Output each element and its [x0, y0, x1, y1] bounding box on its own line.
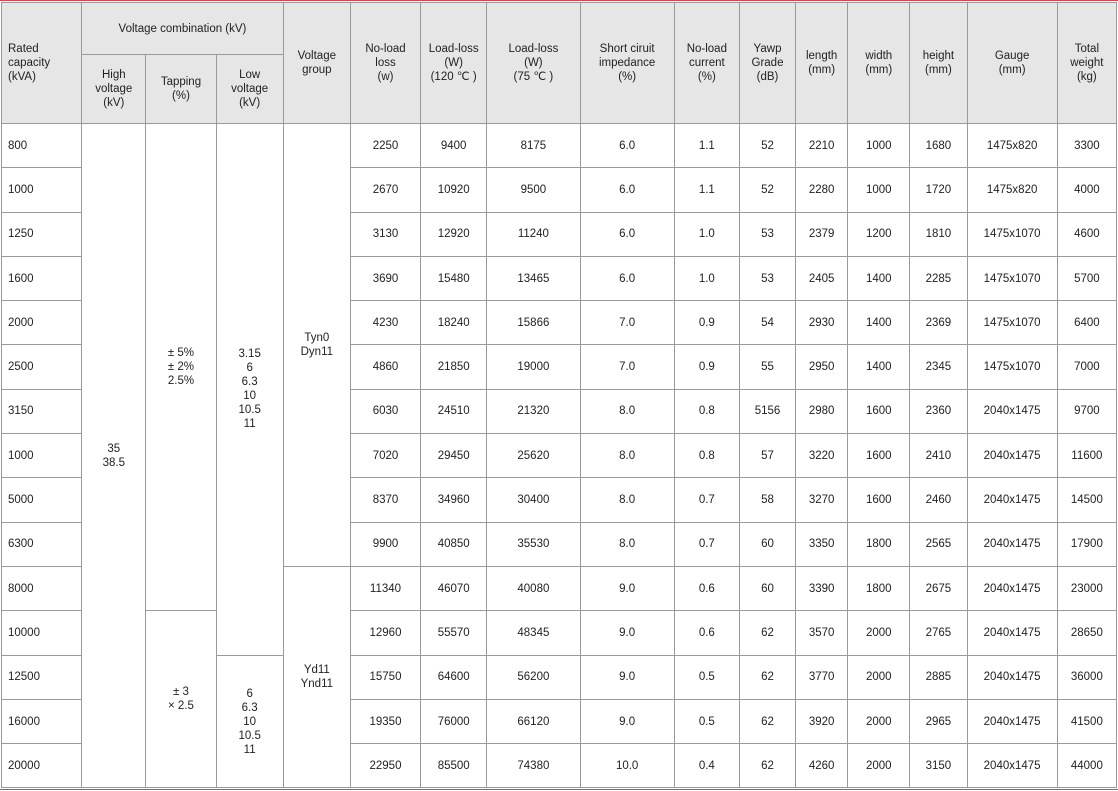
cell-length: 2930	[796, 301, 848, 345]
cell-load-loss-75: 11240	[487, 212, 580, 256]
cell-total-weight: 4000	[1057, 168, 1116, 212]
cell-width: 2000	[848, 699, 910, 743]
cell-gauge: 1475x820	[967, 168, 1057, 212]
header-length: length (mm)	[796, 3, 848, 124]
header-height: height (mm)	[910, 3, 967, 124]
header-no-load-current: No-load current (%)	[674, 3, 739, 124]
cell-load-loss-75: 9500	[487, 168, 580, 212]
cell-yawp-grade: 60	[739, 522, 795, 566]
header-width: width (mm)	[848, 3, 910, 124]
header-voltage-combination: Voltage combination (kV)	[82, 3, 284, 55]
cell-total-weight: 11600	[1057, 434, 1116, 478]
cell-gauge: 2040x1475	[967, 611, 1057, 655]
table-row	[2, 611, 1117, 655]
cell-total-weight: 28650	[1057, 611, 1116, 655]
cell-width: 1400	[848, 301, 910, 345]
cell-load-loss-120: 18240	[421, 301, 487, 345]
cell-yawp-grade: 58	[739, 478, 795, 522]
cell-load-loss-75: 40080	[487, 566, 580, 610]
cell-length: 4260	[796, 744, 848, 788]
cell-rated-capacity: 3150	[2, 389, 82, 433]
cell-no-load-current: 0.4	[674, 744, 739, 788]
cell-rated-capacity: 1000	[2, 168, 82, 212]
cell-impedance: 6.0	[580, 212, 674, 256]
cell-height: 2965	[910, 699, 967, 743]
cell-low-voltage: 3.15 6 6.3 10 10.5 11	[216, 124, 283, 656]
cell-length: 3270	[796, 478, 848, 522]
cell-rated-capacity: 1250	[2, 212, 82, 256]
header-rated-capacity: Rated capacity (kVA)	[2, 3, 82, 124]
cell-yawp-grade: 62	[739, 655, 795, 699]
cell-width: 1400	[848, 256, 910, 300]
cell-total-weight: 9700	[1057, 389, 1116, 433]
cell-width: 2000	[848, 655, 910, 699]
cell-impedance: 9.0	[580, 566, 674, 610]
cell-height: 2460	[910, 478, 967, 522]
cell-yawp-grade: 60	[739, 566, 795, 610]
cell-no-load-loss: 19350	[350, 699, 420, 743]
cell-impedance: 6.0	[580, 256, 674, 300]
cell-height: 1680	[910, 124, 967, 168]
cell-load-loss-75: 30400	[487, 478, 580, 522]
cell-no-load-current: 1.1	[674, 168, 739, 212]
cell-width: 1800	[848, 566, 910, 610]
cell-no-load-current: 0.9	[674, 301, 739, 345]
cell-rated-capacity: 1600	[2, 256, 82, 300]
cell-impedance: 10.0	[580, 744, 674, 788]
cell-no-load-current: 0.7	[674, 522, 739, 566]
cell-load-loss-120: 10920	[421, 168, 487, 212]
cell-no-load-loss: 22950	[350, 744, 420, 788]
cell-yawp-grade: 52	[739, 168, 795, 212]
cell-length: 2950	[796, 345, 848, 389]
cell-impedance: 7.0	[580, 301, 674, 345]
cell-total-weight: 5700	[1057, 256, 1116, 300]
cell-height: 1810	[910, 212, 967, 256]
cell-rated-capacity: 10000	[2, 611, 82, 655]
cell-total-weight: 36000	[1057, 655, 1116, 699]
cell-gauge: 1475x820	[967, 124, 1057, 168]
cell-length: 3770	[796, 655, 848, 699]
cell-load-loss-120: 76000	[421, 699, 487, 743]
cell-yawp-grade: 53	[739, 256, 795, 300]
cell-height: 2765	[910, 611, 967, 655]
cell-height: 2369	[910, 301, 967, 345]
cell-length: 3570	[796, 611, 848, 655]
header-low-voltage: Low voltage (kV)	[216, 55, 283, 124]
cell-gauge: 1475x1070	[967, 212, 1057, 256]
cell-load-loss-120: 64600	[421, 655, 487, 699]
cell-load-loss-120: 29450	[421, 434, 487, 478]
header-yawp-grade: Yawp Grade (dB)	[739, 3, 795, 124]
cell-impedance: 9.0	[580, 699, 674, 743]
cell-total-weight: 17900	[1057, 522, 1116, 566]
cell-no-load-current: 0.9	[674, 345, 739, 389]
cell-no-load-current: 0.5	[674, 655, 739, 699]
cell-no-load-loss: 11340	[350, 566, 420, 610]
header-tapping: Tapping (%)	[146, 55, 216, 124]
cell-width: 2000	[848, 611, 910, 655]
cell-gauge: 2040x1475	[967, 434, 1057, 478]
cell-load-loss-75: 56200	[487, 655, 580, 699]
cell-load-loss-75: 19000	[487, 345, 580, 389]
cell-load-loss-75: 13465	[487, 256, 580, 300]
cell-no-load-loss: 4230	[350, 301, 420, 345]
cell-load-loss-75: 21320	[487, 389, 580, 433]
table-body	[2, 124, 1117, 788]
cell-load-loss-120: 85500	[421, 744, 487, 788]
transformer-spec-table	[1, 2, 1117, 788]
cell-total-weight: 44000	[1057, 744, 1116, 788]
cell-total-weight: 14500	[1057, 478, 1116, 522]
cell-load-loss-120: 12920	[421, 212, 487, 256]
cell-no-load-loss: 7020	[350, 434, 420, 478]
cell-no-load-loss: 15750	[350, 655, 420, 699]
cell-yawp-grade: 54	[739, 301, 795, 345]
cell-height: 2285	[910, 256, 967, 300]
cell-length: 3920	[796, 699, 848, 743]
cell-load-loss-75: 35530	[487, 522, 580, 566]
cell-gauge: 1475x1070	[967, 301, 1057, 345]
cell-no-load-current: 0.7	[674, 478, 739, 522]
top-rule	[0, 0, 1118, 1]
cell-no-load-current: 1.0	[674, 212, 739, 256]
cell-load-loss-120: 15480	[421, 256, 487, 300]
header-gauge: Gauge (mm)	[967, 3, 1057, 124]
cell-impedance: 8.0	[580, 389, 674, 433]
cell-load-loss-75: 8175	[487, 124, 580, 168]
cell-rated-capacity: 800	[2, 124, 82, 168]
cell-rated-capacity: 16000	[2, 699, 82, 743]
cell-width: 1400	[848, 345, 910, 389]
cell-impedance: 9.0	[580, 611, 674, 655]
cell-total-weight: 23000	[1057, 566, 1116, 610]
cell-width: 1000	[848, 168, 910, 212]
cell-high-voltage: 35 38.5	[82, 124, 146, 788]
cell-load-loss-75: 66120	[487, 699, 580, 743]
bottom-rule	[0, 789, 1118, 790]
cell-width: 1000	[848, 124, 910, 168]
cell-gauge: 2040x1475	[967, 744, 1057, 788]
cell-load-loss-120: 40850	[421, 522, 487, 566]
cell-impedance: 9.0	[580, 655, 674, 699]
cell-impedance: 8.0	[580, 522, 674, 566]
cell-no-load-current: 0.5	[674, 699, 739, 743]
cell-impedance: 8.0	[580, 478, 674, 522]
cell-no-load-current: 0.8	[674, 389, 739, 433]
cell-no-load-loss: 3130	[350, 212, 420, 256]
cell-yawp-grade: 5156	[739, 389, 795, 433]
cell-gauge: 2040x1475	[967, 655, 1057, 699]
cell-no-load-loss: 12960	[350, 611, 420, 655]
cell-tapping: ± 3 × 2.5	[146, 611, 216, 788]
header-voltage-group: Voltage group	[283, 3, 350, 124]
cell-length: 2379	[796, 212, 848, 256]
table-row	[2, 124, 1117, 168]
cell-tapping: ± 5% ± 2% 2.5%	[146, 124, 216, 611]
cell-gauge: 2040x1475	[967, 478, 1057, 522]
cell-rated-capacity: 6300	[2, 522, 82, 566]
cell-height: 2565	[910, 522, 967, 566]
header-load-loss-120: Load-loss (W) (120 ℃ )	[421, 3, 487, 124]
cell-no-load-current: 0.8	[674, 434, 739, 478]
cell-no-load-current: 1.1	[674, 124, 739, 168]
cell-no-load-current: 0.6	[674, 611, 739, 655]
cell-load-loss-120: 34960	[421, 478, 487, 522]
cell-voltage-group: Tyn0 Dyn11	[283, 124, 350, 567]
cell-no-load-loss: 8370	[350, 478, 420, 522]
cell-height: 1720	[910, 168, 967, 212]
cell-length: 2210	[796, 124, 848, 168]
cell-gauge: 2040x1475	[967, 566, 1057, 610]
cell-load-loss-75: 74380	[487, 744, 580, 788]
cell-length: 2980	[796, 389, 848, 433]
cell-voltage-group: Yd11 Ynd11	[283, 566, 350, 787]
cell-rated-capacity: 20000	[2, 744, 82, 788]
cell-total-weight: 3300	[1057, 124, 1116, 168]
cell-width: 2000	[848, 744, 910, 788]
cell-rated-capacity: 2500	[2, 345, 82, 389]
header-no-load-loss: No-load loss (w)	[350, 3, 420, 124]
cell-no-load-loss: 9900	[350, 522, 420, 566]
cell-load-loss-120: 9400	[421, 124, 487, 168]
cell-load-loss-120: 24510	[421, 389, 487, 433]
cell-total-weight: 7000	[1057, 345, 1116, 389]
cell-impedance: 8.0	[580, 434, 674, 478]
cell-impedance: 6.0	[580, 124, 674, 168]
cell-no-load-loss: 6030	[350, 389, 420, 433]
cell-rated-capacity: 12500	[2, 655, 82, 699]
cell-yawp-grade: 52	[739, 124, 795, 168]
cell-impedance: 6.0	[580, 168, 674, 212]
cell-gauge: 1475x1070	[967, 256, 1057, 300]
cell-yawp-grade: 62	[739, 611, 795, 655]
cell-no-load-loss: 3690	[350, 256, 420, 300]
cell-width: 1600	[848, 478, 910, 522]
cell-load-loss-120: 21850	[421, 345, 487, 389]
cell-rated-capacity: 1000	[2, 434, 82, 478]
cell-gauge: 2040x1475	[967, 389, 1057, 433]
cell-gauge: 1475x1070	[967, 345, 1057, 389]
cell-low-voltage: 6 6.3 10 10.5 11	[216, 655, 283, 788]
cell-no-load-current: 1.0	[674, 256, 739, 300]
cell-height: 2410	[910, 434, 967, 478]
cell-total-weight: 41500	[1057, 699, 1116, 743]
cell-yawp-grade: 62	[739, 699, 795, 743]
cell-length: 2405	[796, 256, 848, 300]
cell-height: 2360	[910, 389, 967, 433]
cell-length: 2280	[796, 168, 848, 212]
cell-width: 1600	[848, 389, 910, 433]
cell-total-weight: 6400	[1057, 301, 1116, 345]
header-total-weight: Total weight (kg)	[1057, 3, 1116, 124]
cell-length: 3390	[796, 566, 848, 610]
cell-height: 3150	[910, 744, 967, 788]
cell-width: 1600	[848, 434, 910, 478]
cell-height: 2345	[910, 345, 967, 389]
cell-rated-capacity: 2000	[2, 301, 82, 345]
cell-load-loss-75: 25620	[487, 434, 580, 478]
cell-load-loss-75: 48345	[487, 611, 580, 655]
cell-impedance: 7.0	[580, 345, 674, 389]
header-load-loss-75: Load-loss (W) (75 ℃ )	[487, 3, 580, 124]
cell-yawp-grade: 55	[739, 345, 795, 389]
cell-length: 3350	[796, 522, 848, 566]
cell-load-loss-75: 15866	[487, 301, 580, 345]
cell-no-load-current: 0.6	[674, 566, 739, 610]
cell-rated-capacity: 5000	[2, 478, 82, 522]
cell-no-load-loss: 2670	[350, 168, 420, 212]
cell-length: 3220	[796, 434, 848, 478]
cell-height: 2675	[910, 566, 967, 610]
cell-rated-capacity: 8000	[2, 566, 82, 610]
cell-yawp-grade: 62	[739, 744, 795, 788]
cell-gauge: 2040x1475	[967, 522, 1057, 566]
cell-load-loss-120: 46070	[421, 566, 487, 610]
cell-yawp-grade: 57	[739, 434, 795, 478]
header-short-circuit-impedance: Short ciruit impedance (%)	[580, 3, 674, 124]
cell-no-load-loss: 4860	[350, 345, 420, 389]
cell-no-load-loss: 2250	[350, 124, 420, 168]
header-high-voltage: High voltage (kV)	[82, 55, 146, 124]
cell-height: 2885	[910, 655, 967, 699]
cell-gauge: 2040x1475	[967, 699, 1057, 743]
cell-total-weight: 4600	[1057, 212, 1116, 256]
cell-width: 1200	[848, 212, 910, 256]
cell-yawp-grade: 53	[739, 212, 795, 256]
cell-width: 1800	[848, 522, 910, 566]
table-header	[2, 3, 1117, 124]
cell-load-loss-120: 55570	[421, 611, 487, 655]
